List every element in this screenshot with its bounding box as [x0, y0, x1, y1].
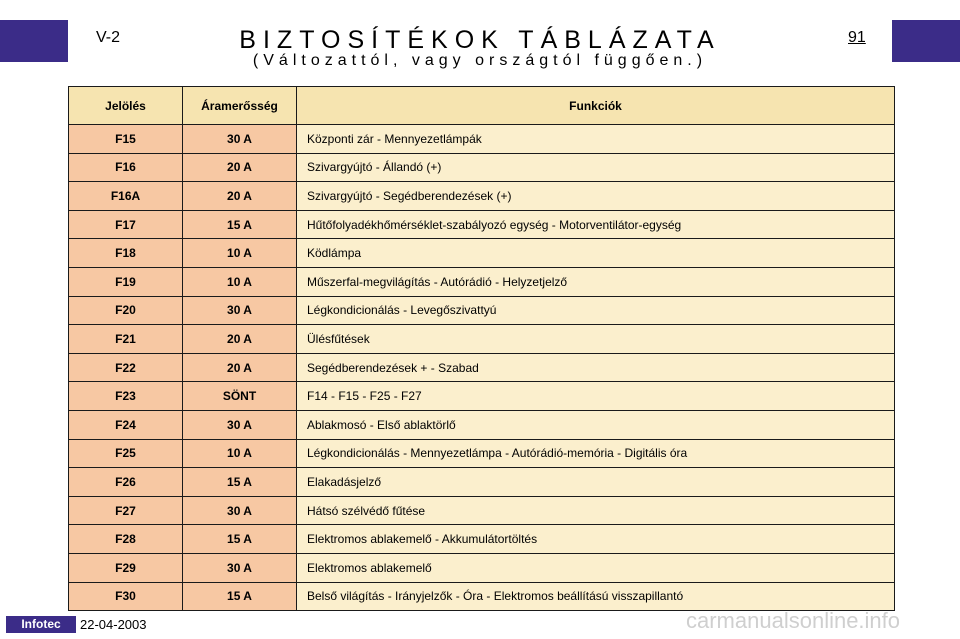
page-number: 91: [848, 29, 866, 46]
fuse-code: F25: [69, 439, 183, 468]
fuse-current: 10 A: [183, 267, 297, 296]
table-row: [69, 296, 895, 325]
fuse-current: 30 A: [183, 125, 297, 154]
fuse-current: 10 A: [183, 439, 297, 468]
fuse-current: 30 A: [183, 410, 297, 439]
fuse-function: Szivargyújtó - Állandó (+): [297, 153, 895, 182]
table-row: [69, 525, 895, 554]
fuse-function: Műszerfal-megvilágítás - Autórádió - Helyzetjelző: [297, 267, 895, 296]
fuse-current: 30 A: [183, 296, 297, 325]
fuse-current: 15 A: [183, 210, 297, 239]
fuse-current: 15 A: [183, 468, 297, 497]
page-subtitle: (Változattól, vagy országtól függően.): [252, 52, 708, 69]
fuse-code: F22: [69, 353, 183, 382]
table-row: [69, 125, 895, 154]
fuse-function: Ülésfűtések: [297, 325, 895, 354]
fuse-current: 20 A: [183, 153, 297, 182]
table-row: [69, 239, 895, 268]
fuse-current: 20 A: [183, 353, 297, 382]
fuse-current: 15 A: [183, 525, 297, 554]
page-title: BIZTOSÍTÉKOK TÁBLÁZATA: [239, 26, 721, 54]
fuse-code: F16: [69, 153, 183, 182]
fuse-code: F20: [69, 296, 183, 325]
fuse-current: 30 A: [183, 553, 297, 582]
fuse-current: SÖNT: [183, 382, 297, 411]
table-header-row: [69, 87, 895, 125]
fuse-code: F19: [69, 267, 183, 296]
table-row: [69, 153, 895, 182]
table-row: [69, 496, 895, 525]
fuse-function: Elektromos ablakemelő: [297, 553, 895, 582]
watermark: carmanualsonline.info: [686, 608, 901, 633]
fuse-function: Elektromos ablakemelő - Akkumulátortöltés: [297, 525, 895, 554]
fuse-code: F18: [69, 239, 183, 268]
fuse-code: F21: [69, 325, 183, 354]
table-row: [69, 439, 895, 468]
fuse-table: [68, 86, 895, 611]
fuse-code: F28: [69, 525, 183, 554]
infotec-logo: Infotec: [6, 616, 76, 633]
fuse-current: 30 A: [183, 496, 297, 525]
fuse-current: 20 A: [183, 182, 297, 211]
fuse-function: Hátsó szélvédő fűtése: [297, 496, 895, 525]
table-row: [69, 582, 895, 611]
fuse-function: Szivargyújtó - Segédberendezések (+): [297, 182, 895, 211]
fuse-function: Ködlámpa: [297, 239, 895, 268]
table-row: [69, 353, 895, 382]
table-row: [69, 382, 895, 411]
fuse-function: Légkondicionálás - Mennyezetlámpa - Autórádió-memória - Digitális óra: [297, 439, 895, 468]
fuse-function: Légkondicionálás - Levegőszivattyú: [297, 296, 895, 325]
table-row: [69, 182, 895, 211]
column-header-functions: Funkciók: [297, 87, 895, 125]
table-row: [69, 267, 895, 296]
fuse-current: 10 A: [183, 239, 297, 268]
column-header-code: Jelölés: [69, 87, 183, 125]
fuse-code: F15: [69, 125, 183, 154]
fuse-function: Ablakmosó - Első ablaktörlő: [297, 410, 895, 439]
fuse-function: Elakadásjelző: [297, 468, 895, 497]
fuse-function: Belső világítás - Irányjelzők - Óra - Elektromos beállítású visszapillantó: [297, 582, 895, 611]
table-row: [69, 553, 895, 582]
table-row: [69, 210, 895, 239]
fuse-code: F26: [69, 468, 183, 497]
fuse-function: Központi zár - Mennyezetlámpák: [297, 125, 895, 154]
table-row: [69, 410, 895, 439]
column-header-current: Áramerősség: [183, 87, 297, 125]
table-row: [69, 468, 895, 497]
fuse-current: 15 A: [183, 582, 297, 611]
fuse-function: Segédberendezések + - Szabad: [297, 353, 895, 382]
fuse-code: F23: [69, 382, 183, 411]
fuse-function: Hűtőfolyadékhőmérséklet-szabályozó egység - Motorventilátor-egység: [297, 210, 895, 239]
section-label: V-2: [96, 29, 121, 46]
fuse-code: F29: [69, 553, 183, 582]
fuse-code: F16A: [69, 182, 183, 211]
fuse-code: F17: [69, 210, 183, 239]
fuse-function: F14 - F15 - F25 - F27: [297, 382, 895, 411]
fuse-current: 20 A: [183, 325, 297, 354]
fuse-code: F24: [69, 410, 183, 439]
fuse-code: F27: [69, 496, 183, 525]
table-row: [69, 325, 895, 354]
footer-date: 22-04-2003: [80, 617, 147, 632]
fuse-code: F30: [69, 582, 183, 611]
